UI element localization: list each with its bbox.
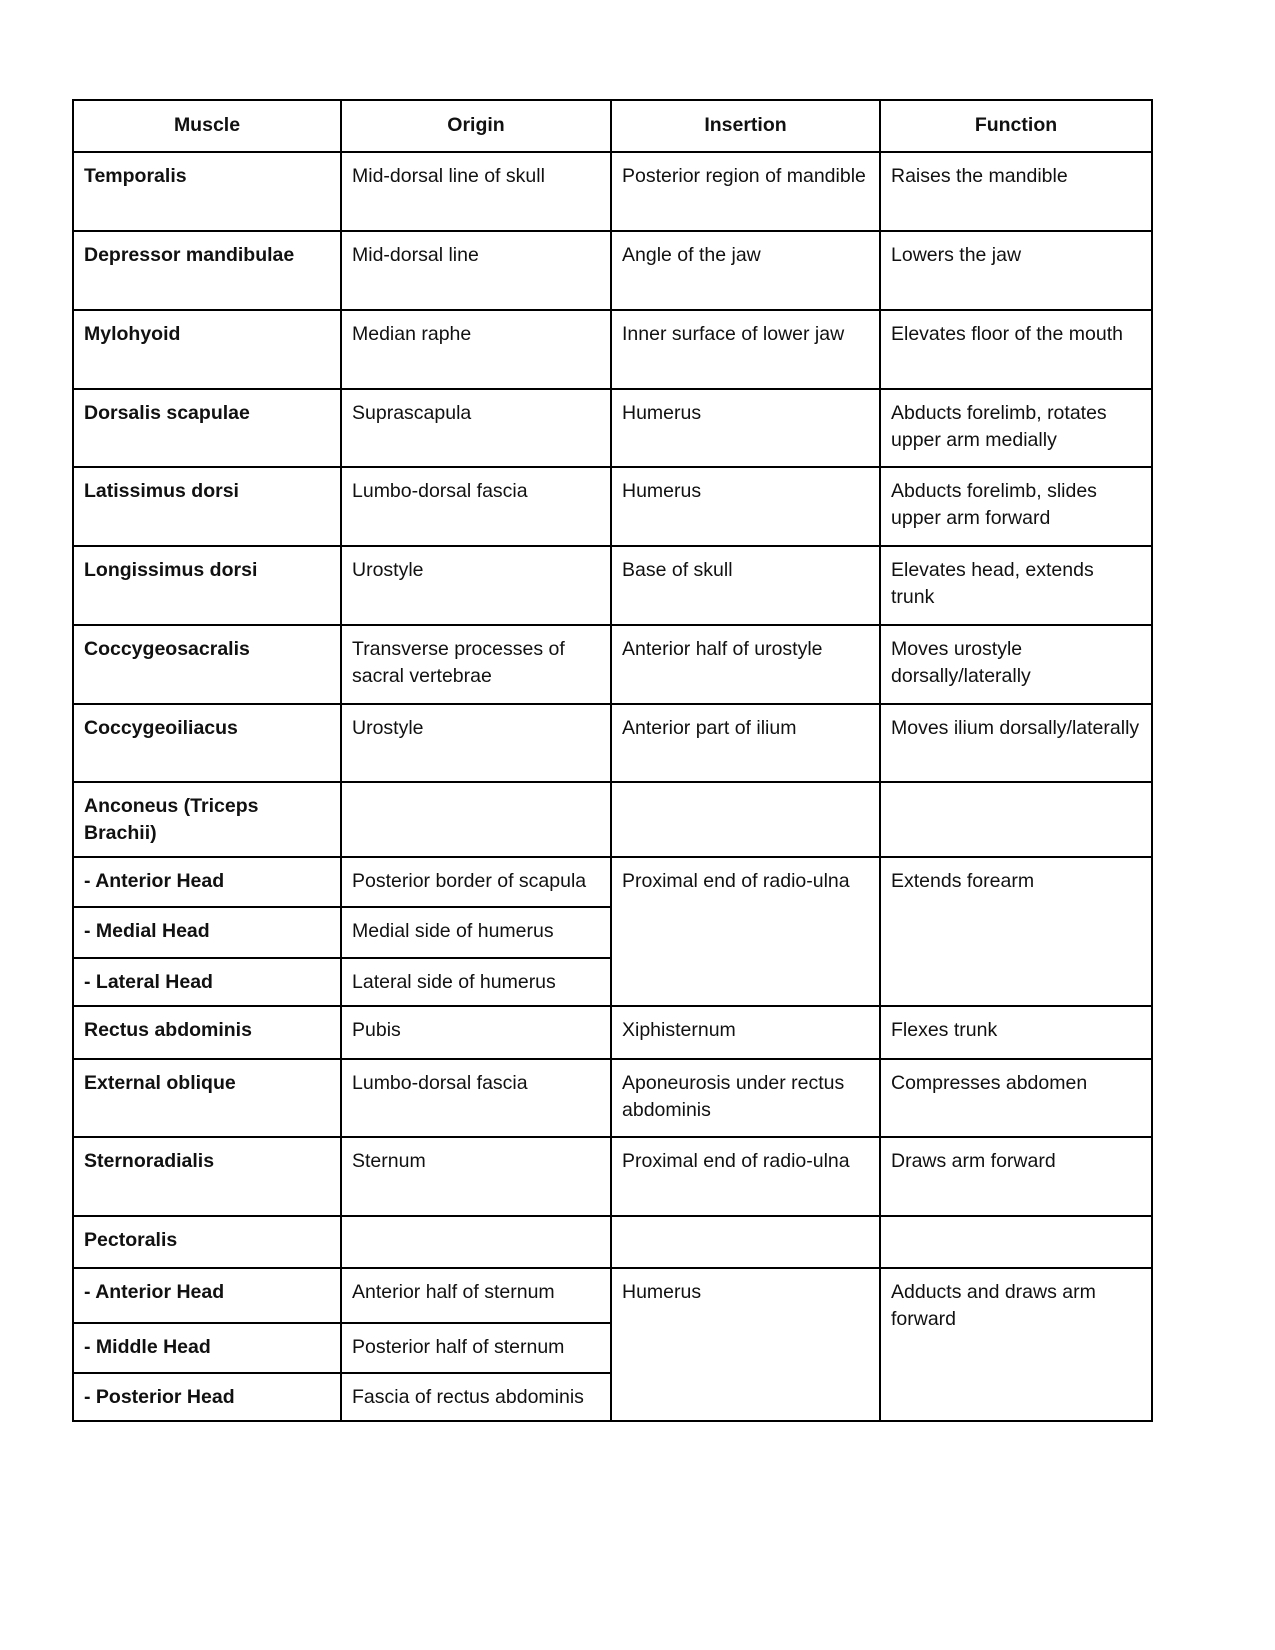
function-cell: Abducts forelimb, slides upper arm forward (880, 467, 1152, 546)
muscle-table (72, 99, 1153, 1422)
header-muscle: Muscle (73, 100, 341, 152)
insertion-cell: Anterior part of ilium (611, 704, 880, 782)
insertion-cell: Anterior half of urostyle (611, 625, 880, 704)
origin-cell: Urostyle (341, 704, 611, 782)
insertion-cell (611, 782, 880, 857)
header-origin: Origin (341, 100, 611, 152)
muscle-cell: - Posterior Head (73, 1373, 341, 1421)
origin-cell: Posterior border of scapula (341, 857, 611, 907)
header-function: Function (880, 100, 1152, 152)
muscle-cell: Latissimus dorsi (73, 467, 341, 546)
muscle-cell: Rectus abdominis (73, 1006, 341, 1059)
muscle-cell: Pectoralis (73, 1216, 341, 1268)
origin-cell: Anterior half of sternum (341, 1268, 611, 1323)
muscle-cell: Temporalis (73, 152, 341, 231)
table-row (73, 782, 1152, 857)
muscle-cell: Coccygeoiliacus (73, 704, 341, 782)
insertion-cell: Proximal end of radio-ulna (611, 857, 880, 1006)
table-row (73, 1137, 1152, 1216)
header-insertion: Insertion (611, 100, 880, 152)
muscle-cell: External oblique (73, 1059, 341, 1137)
origin-cell: Transverse processes of sacral vertebrae (341, 625, 611, 704)
table-row (73, 704, 1152, 782)
insertion-cell: Inner surface of lower jaw (611, 310, 880, 389)
insertion-cell: Aponeurosis under rectus abdominis (611, 1059, 880, 1137)
origin-cell: Lateral side of humerus (341, 958, 611, 1006)
insertion-cell: Xiphisternum (611, 1006, 880, 1059)
origin-cell: Mid-dorsal line of skull (341, 152, 611, 231)
muscle-cell: Dorsalis scapulae (73, 389, 341, 467)
origin-cell: Lumbo-dorsal fascia (341, 1059, 611, 1137)
origin-cell: Posterior half of sternum (341, 1323, 611, 1373)
muscle-cell: Anconeus (Triceps Brachii) (73, 782, 341, 857)
table-row (73, 1268, 1152, 1323)
table-row (73, 231, 1152, 310)
function-cell: Adducts and draws arm forward (880, 1268, 1152, 1421)
origin-cell: Lumbo-dorsal fascia (341, 467, 611, 546)
table-row (73, 467, 1152, 546)
origin-cell: Pubis (341, 1006, 611, 1059)
function-cell: Lowers the jaw (880, 231, 1152, 310)
muscle-cell: Longissimus dorsi (73, 546, 341, 625)
table-row (73, 389, 1152, 467)
origin-cell: Urostyle (341, 546, 611, 625)
muscle-cell: Mylohyoid (73, 310, 341, 389)
function-cell: Compresses abdomen (880, 1059, 1152, 1137)
origin-cell: Fascia of rectus abdominis (341, 1373, 611, 1421)
origin-cell (341, 782, 611, 857)
origin-cell: Median raphe (341, 310, 611, 389)
function-cell: Moves urostyle dorsally/laterally (880, 625, 1152, 704)
table-row (73, 625, 1152, 704)
origin-cell: Suprascapula (341, 389, 611, 467)
muscle-cell: Coccygeosacralis (73, 625, 341, 704)
table-row (73, 546, 1152, 625)
origin-cell: Mid-dorsal line (341, 231, 611, 310)
table-row (73, 1006, 1152, 1059)
function-cell: Abducts forelimb, rotates upper arm medially (880, 389, 1152, 467)
insertion-cell: Proximal end of radio-ulna (611, 1137, 880, 1216)
insertion-cell: Humerus (611, 389, 880, 467)
header-row (73, 100, 1152, 152)
function-cell: Raises the mandible (880, 152, 1152, 231)
muscle-cell: - Anterior Head (73, 1268, 341, 1323)
insertion-cell: Humerus (611, 1268, 880, 1421)
table-row (73, 1059, 1152, 1137)
table-row (73, 152, 1152, 231)
origin-cell (341, 1216, 611, 1268)
muscle-cell: - Lateral Head (73, 958, 341, 1006)
muscle-cell: - Medial Head (73, 907, 341, 958)
function-cell: Moves ilium dorsally/laterally (880, 704, 1152, 782)
function-cell (880, 782, 1152, 857)
function-cell: Elevates floor of the mouth (880, 310, 1152, 389)
muscle-cell: Depressor mandibulae (73, 231, 341, 310)
insertion-cell: Angle of the jaw (611, 231, 880, 310)
insertion-cell: Posterior region of mandible (611, 152, 880, 231)
function-cell: Draws arm forward (880, 1137, 1152, 1216)
function-cell: Elevates head, extends trunk (880, 546, 1152, 625)
function-cell: Flexes trunk (880, 1006, 1152, 1059)
origin-cell: Sternum (341, 1137, 611, 1216)
muscle-cell: - Anterior Head (73, 857, 341, 907)
origin-cell: Medial side of humerus (341, 907, 611, 958)
insertion-cell: Base of skull (611, 546, 880, 625)
table-row (73, 857, 1152, 907)
insertion-cell: Humerus (611, 467, 880, 546)
table-row (73, 310, 1152, 389)
function-cell (880, 1216, 1152, 1268)
muscle-cell: Sternoradialis (73, 1137, 341, 1216)
insertion-cell (611, 1216, 880, 1268)
table-row (73, 1216, 1152, 1268)
function-cell: Extends forearm (880, 857, 1152, 1006)
muscle-cell: - Middle Head (73, 1323, 341, 1373)
